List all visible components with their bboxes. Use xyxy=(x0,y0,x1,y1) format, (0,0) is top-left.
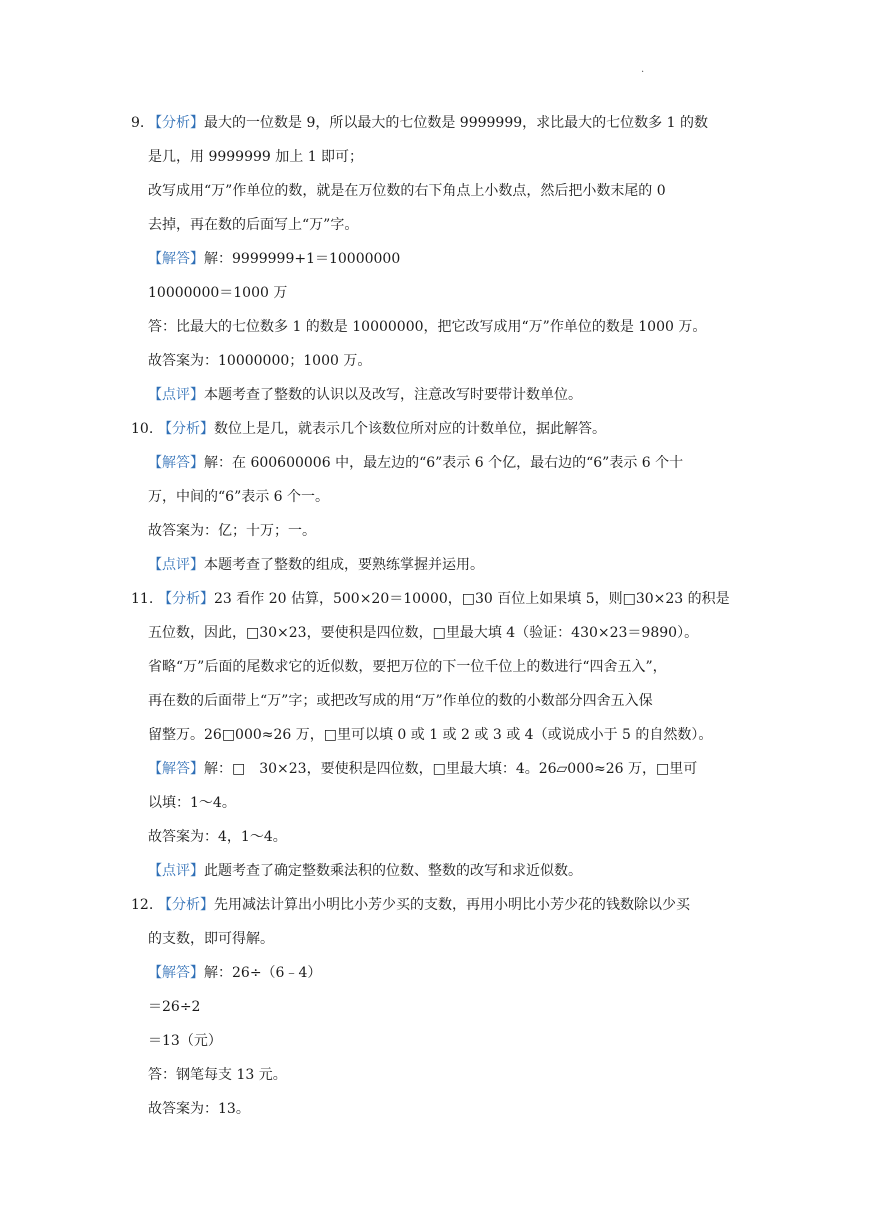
answer-line: 10000000＝1000 万 xyxy=(148,285,288,301)
comment-tag: 【点评】 xyxy=(148,863,204,879)
answer-line: 万，中间的“6”表示 6 个一。 xyxy=(148,489,330,505)
analysis-line: 的支数，即可得解。 xyxy=(148,931,274,947)
analysis-line: 再在数的后面带上“万”字；或把改写成的用“万”作单位的数的小数部分四舍五入保 xyxy=(148,693,653,709)
question-number: 9. xyxy=(131,115,145,131)
analysis-line: 省略“万”后面的尾数求它的近似数，要把万位的下一位千位上的数进行“四舍五入”， xyxy=(148,659,667,675)
answer-tag: 【解答】 xyxy=(148,455,204,471)
question-number: 10. xyxy=(131,421,154,437)
question-number: 12. xyxy=(131,897,154,913)
answer-line: 以填：1～4。 xyxy=(148,795,236,811)
answer-line: ＝13（元） xyxy=(148,1033,222,1049)
comment-line: 【点评】本题考查了整数的认识以及改写，注意改写时要带计数单位。 xyxy=(148,387,582,403)
answer-line: 故答案为：4，1～4。 xyxy=(148,829,287,845)
answer-line: 【解答】解：在 600600006 中，最左边的“6”表示 6 个亿，最右边的“6”表示 6 个十 xyxy=(148,455,684,471)
answer-line: 答：钢笔每支 13 元。 xyxy=(148,1067,287,1083)
answer-line: 答：比最大的七位数多 1 的数是 10000000，把它改写成用“万”作单位的数是 1000 万。 xyxy=(148,319,707,335)
analysis-tag: 【分析】 xyxy=(148,115,204,131)
analysis-line: 【分析】先用减法计算出小明比小芳少买的支数，再用小明比小芳少花的钱数除以少买 xyxy=(158,897,690,913)
comment-tag: 【点评】 xyxy=(148,387,204,403)
analysis-line: 【分析】23 看作 20 估算，500×20＝10000，□30 百位上如果填 5，则□30×23 的积是 xyxy=(158,591,730,607)
analysis-line: 去掉，再在数的后面写上“万”字。 xyxy=(148,217,359,233)
comment-line: 【点评】本题考查了整数的组成，要熟练掌握并运用。 xyxy=(148,557,484,573)
analysis-line: 【分析】最大的一位数是 9，所以最大的七位数是 9999999，求比最大的七位数多 1 的数 xyxy=(148,115,708,131)
analysis-line: 五位数，因此，□30×23，要使积是四位数，□里最大填 4（验证：430×23＝9890）。 xyxy=(148,625,699,641)
answer-line: 【解答】解：9999999+1＝10000000 xyxy=(148,251,401,267)
answer-line: 【解答】解：□ 30×23，要使积是四位数，□里最大填：4。26▱000≈26 万，□里可 xyxy=(148,761,698,777)
analysis-line: 改写成用“万”作单位的数，就是在万位数的右下角点上小数点，然后把小数末尾的 0 xyxy=(148,183,666,199)
analysis-tag: 【分析】 xyxy=(158,897,214,913)
comment-line: 【点评】此题考查了确定整数乘法积的位数、整数的改写和求近似数。 xyxy=(148,863,582,879)
analysis-line: 留整万。26□000≈26 万，□里可以填 0 或 1 或 2 或 3 或 4（或说成小于 5 的自然数）。 xyxy=(148,727,713,743)
answer-line: 【解答】解：26÷（6﹣4） xyxy=(148,965,322,981)
answer-line: 故答案为：亿；十万；一。 xyxy=(148,523,316,539)
answer-tag: 【解答】 xyxy=(148,251,204,267)
page-mark: . xyxy=(641,64,645,75)
question-number: 11. xyxy=(131,591,154,607)
answer-line: ＝26÷2 xyxy=(148,999,201,1015)
answer-line: 故答案为：13。 xyxy=(148,1101,250,1117)
comment-tag: 【点评】 xyxy=(148,557,204,573)
analysis-line: 是几，用 9999999 加上 1 即可； xyxy=(148,149,364,165)
answer-tag: 【解答】 xyxy=(148,965,204,981)
answer-tag: 【解答】 xyxy=(148,761,204,777)
analysis-tag: 【分析】 xyxy=(158,591,214,607)
analysis-line: 【分析】数位上是几，就表示几个该数位所对应的计数单位，据此解答。 xyxy=(158,421,606,437)
answer-line: 故答案为：10000000；1000 万。 xyxy=(148,353,372,369)
analysis-tag: 【分析】 xyxy=(158,421,214,437)
